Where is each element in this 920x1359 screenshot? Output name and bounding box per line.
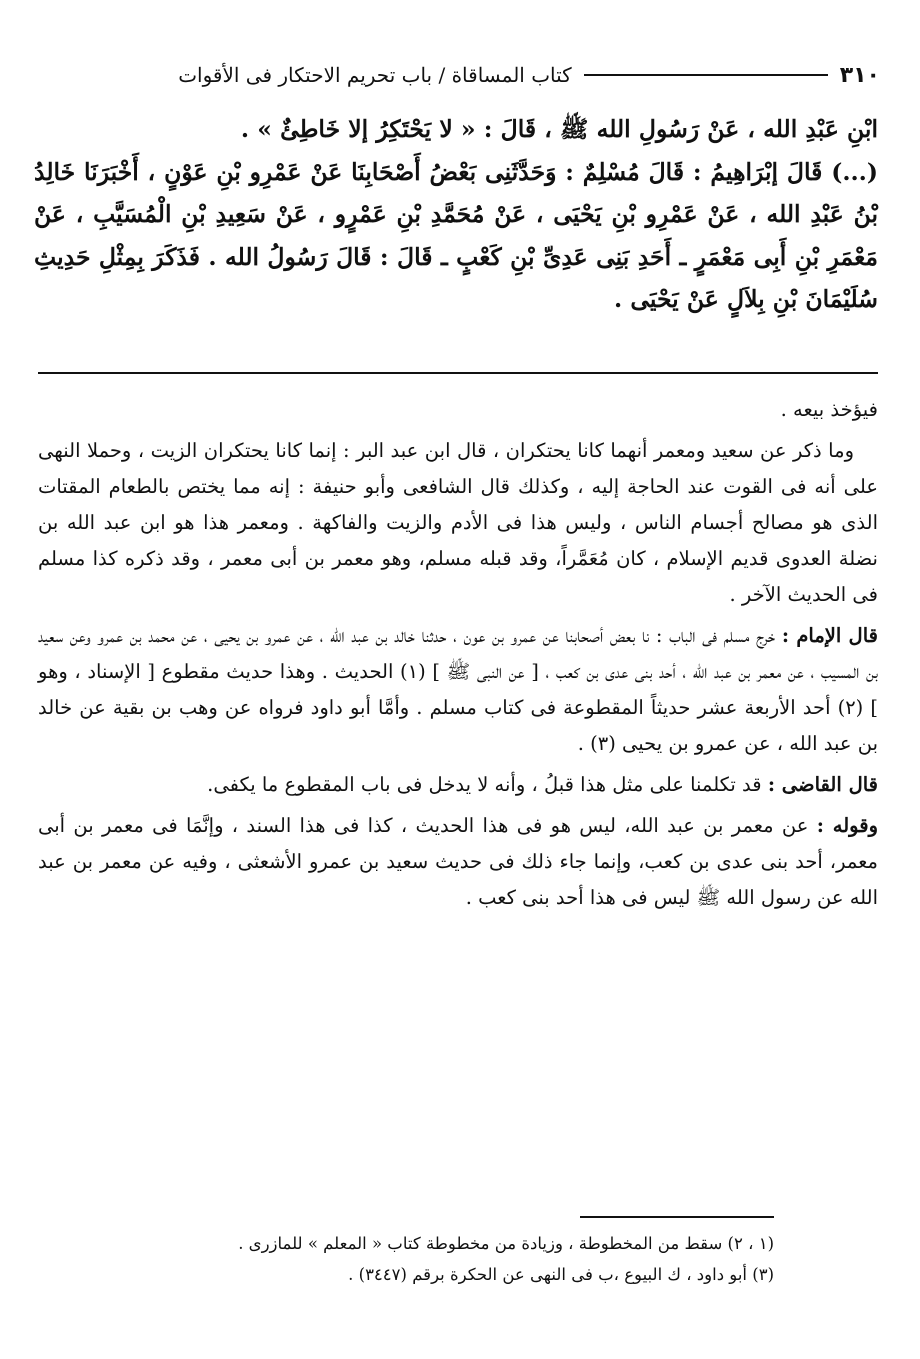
- footnote-2: (٣) أبو داود ، ك البيوع ،ب فى النهى عن الحكرة برقم (٣٤٤٧) .: [348, 1265, 774, 1284]
- page-number: ٣١٠: [839, 62, 880, 88]
- qawluhu-text: عن معمر بن عبد الله، ليس هو فى هذا الحديث ، كذا فى هذا السند ، وإنَّمَا فى معمر بن أبى معمر، أحد بنى عدى بن كعب، وإنما جاء ذلك فى حديث سعيد بن عمرو الأشعثى ، وفيه عن معمر بن عبد الله عن رسول الله ﷺ ليس فى هذا أحد بنى كعب .: [38, 814, 878, 909]
- imam-heading: قال الإمام :: [781, 624, 878, 647]
- imam-text: خرج مسلم فى الباب : نا بعض أصحابنا عن عمرو بن عون ، حدثنا خالد بن عبد الله ، عن عمرو بن يحيى ، عن محمد بن عمرو وعن سعيد بن المسيب ، عن معمر بن عبد الله ، أحد بنى عدى بن كعب ، [ عن النبى ﷺ ] (١) الحديث . وهذا حديث مقطوع [ الإسناد ، وهو ] (٢) أحد الأربعة عشر حديثاً المقطوعة فى كتاب مسلم . وأمَّا أبو داود فرواه عن وهب بن بقية عن خالد بن عبد الله ، عن عمرو بن يحيى (٣) .: [38, 624, 878, 755]
- running-header: [38, 58, 880, 92]
- hadith-continuation: ابْنِ عَبْدِ الله ، عَنْ رَسُولِ الله ﷺ ، قَالَ : « لا يَحْتَكِرُ إلا خَاطِئٌ » .: [240, 115, 878, 143]
- commentary-paragraph-5: [38, 808, 878, 916]
- hadith-paragraph: (...) قَالَ إبْرَاهِيمُ : قَالَ مُسْلِمٌ : وَحَدَّثَنِى بَعْضُ أَصْحَابِنَا عَنْ عَمْرِو بْنِ عَوْنٍ ، أَخْبَرَنَا خَالِدُ بْنُ عَبْدِ الله ، عَنْ عَمْرِو بْنِ يَحْيَى ، عَنْ مُحَمَّدِ بْنِ عَمْرٍو ، عَنْ سَعِيدِ بْنِ الْمُسَيَّبِ ، عَنْ مَعْمَرِ بْنِ أَبِى مَعْمَرٍ ـ أَحَدِ بَنِى عَدِىِّ بْنِ كَعْبٍ ـ قَالَ : قَالَ رَسُولُ الله . فَذَكَرَ بِمِثْلِ حَدِيثِ سُلَيْمَانَ بْنِ بِلاَلٍ عَنْ يَحْيَى .: [34, 157, 878, 313]
- footnote-1: (١ ، ٢) سقط من المخطوطة ، وزيادة من مخطوطة كتاب « المعلم » للمازرى .: [238, 1234, 774, 1253]
- commentary-paragraph-1: فيؤخذ بيعه .: [780, 398, 878, 421]
- section-divider: [38, 372, 878, 374]
- hadith-text: [34, 108, 878, 321]
- footnote-rule: [580, 1216, 774, 1218]
- qadi-text: قد تكلمنا على مثل هذا قبلُ ، وأنه لا يدخل فى باب المقطوع ما يكفى.: [207, 773, 768, 796]
- running-title: كتاب المساقاة / باب تحريم الاحتكار فى الأقوات: [178, 63, 572, 87]
- commentary-paragraph-3: [38, 618, 878, 762]
- commentary-paragraph-4: [38, 767, 878, 803]
- commentary: [38, 392, 878, 921]
- qadi-heading: قال القاضى :: [767, 773, 878, 796]
- footnotes: [200, 1228, 774, 1290]
- header-rule: [584, 74, 828, 76]
- qawluhu-heading: وقوله :: [816, 814, 878, 837]
- commentary-paragraph-2: وما ذكر عن سعيد ومعمر أنهما كانا يحتكران ، قال ابن عبد البر : إنما كانا يحتكران الزيت ، وحملا النهى على أنه فى القوت عند الحاجة إليه ، وكذلك قال الشافعى وأبو حنيفة : إنه مما يختص بالطعام المقتات الذى هو مصالح أجسام الناس ، وليس هذا فى الأدم والزيت والفاكهة . ومعمر هذا هو ابن عبد الله بن نضلة العدوى قديم الإسلام ، كان مُعَمَّراً، وقد قبله مسلم، وهو معمر بن أبى معمر ، وقد ذكره كذا مسلم فى الحديث الآخر .: [38, 439, 878, 606]
